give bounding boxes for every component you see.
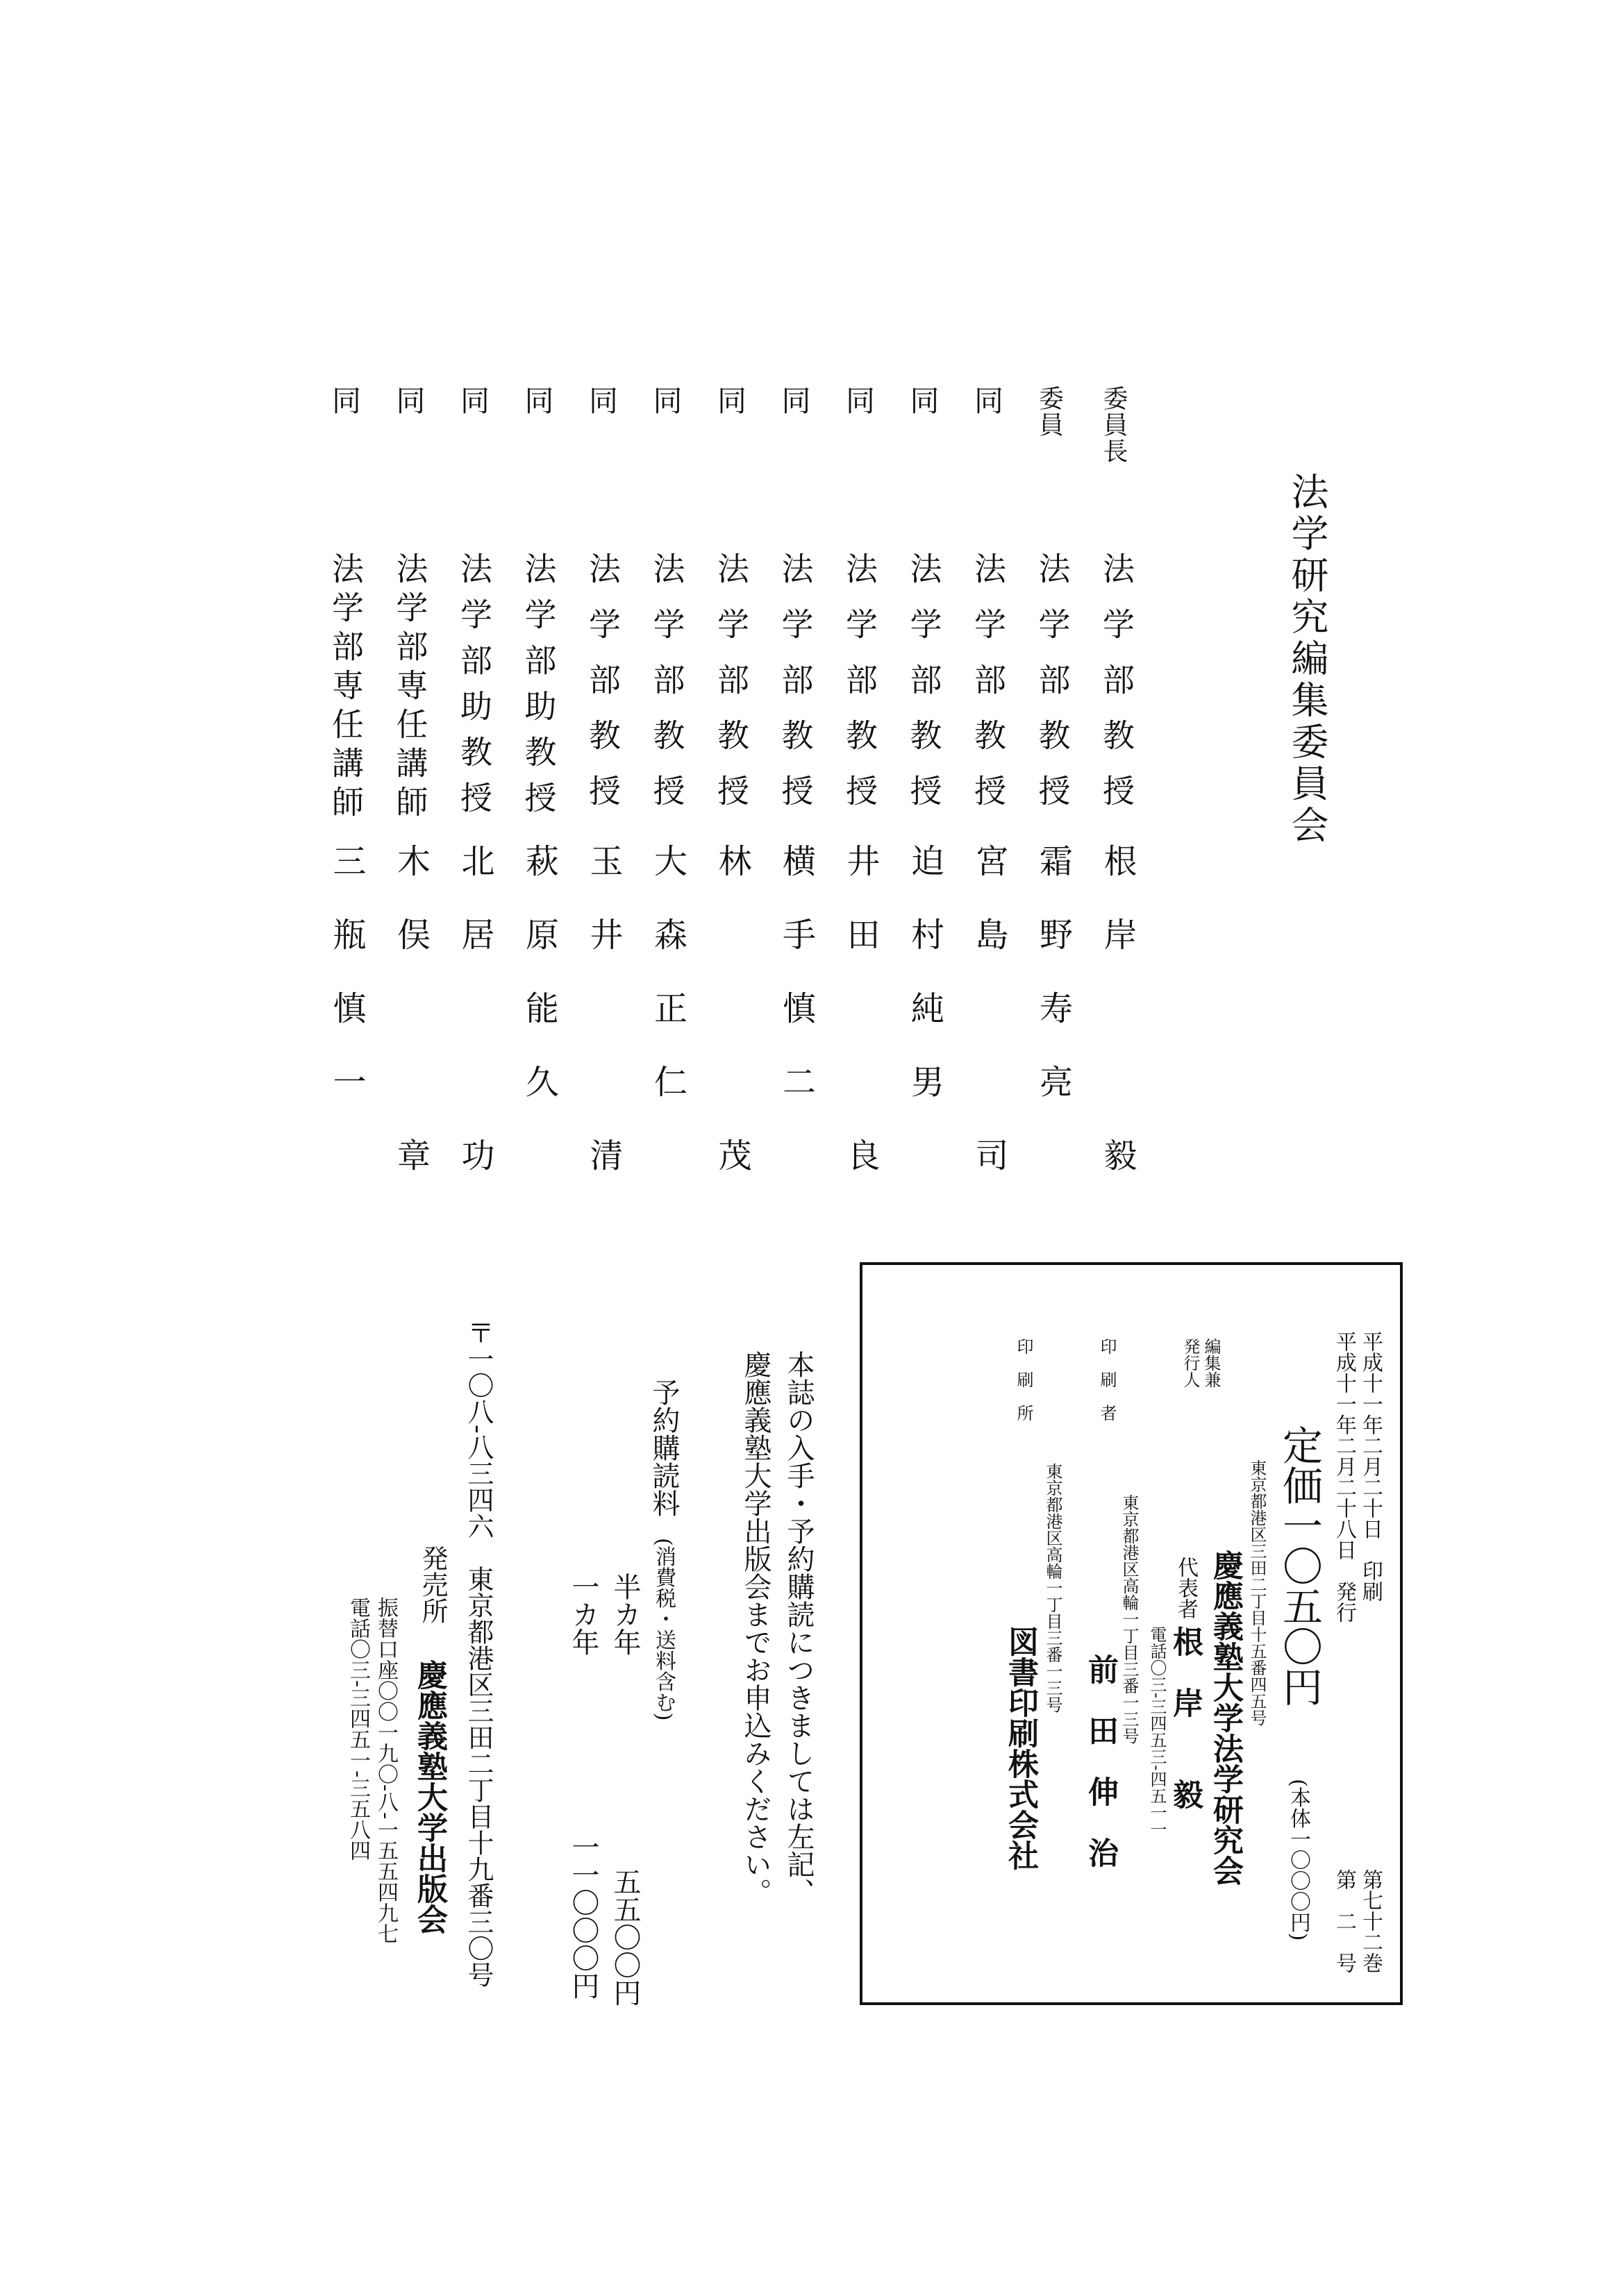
member-name: 宮島 司 <box>969 844 1008 1212</box>
committee-member <box>776 385 828 1142</box>
committee-member <box>519 385 572 1142</box>
committee-member <box>712 385 764 1212</box>
editor-label: 編集兼 <box>1201 1338 1221 1388</box>
member-position: 法学部教授 <box>969 552 1007 830</box>
member-name: 三瓶慎一 <box>327 844 366 1138</box>
member-position: 法学部助教授 <box>456 552 493 827</box>
publisher-organization: 慶應義塾大学法学研究会 <box>1208 1550 1243 1886</box>
distributor-address: 〒一〇八-八三四六 東京都港区三田二丁目十九番三〇号 <box>463 1319 494 1988</box>
member-name: 大森正仁 <box>648 844 687 1138</box>
representative-name: 根 岸 毅 <box>1167 1626 1203 1809</box>
subscription-notice-line1: 本誌の入手・予約購読につきましては左記、 <box>783 1350 815 1906</box>
one-year-label: 一カ年 <box>567 1573 599 1656</box>
print-office-address: 東京都港区高輪一丁目三番一三号 <box>1043 1463 1062 1713</box>
member-position: 法学部教授 <box>584 552 622 830</box>
member-position: 法学部専任講師 <box>327 552 365 824</box>
distributor-label: 発売所 <box>417 1545 448 1624</box>
member-position: 法学部教授 <box>1098 552 1135 830</box>
member-role: 同 <box>842 385 876 414</box>
print-office-label: 印 刷 所 <box>1014 1338 1033 1421</box>
member-name: 横手慎二 <box>776 844 816 1138</box>
colophon-box <box>860 1262 1403 2005</box>
member-name: 迫村純男 <box>905 844 944 1138</box>
price-note: (本体一〇〇〇円) <box>1286 1779 1310 1941</box>
member-name: 根岸 毅 <box>1098 844 1137 1212</box>
member-role: 同 <box>649 385 683 414</box>
publisher-phone: 電話〇三-三四五三-四五一一 <box>1147 1626 1167 1838</box>
volume-number: 第七十二巻 <box>1358 1869 1383 1973</box>
member-position: 法学部教授 <box>648 552 686 830</box>
committee-member <box>456 385 507 1212</box>
member-role: 同 <box>777 385 812 414</box>
member-role: 同 <box>585 385 619 414</box>
member-name: 木俣 章 <box>391 844 431 1212</box>
half-year-label: 半カ年 <box>609 1573 641 1656</box>
member-name: 玉井 清 <box>584 844 623 1212</box>
publisher-label: 発行人 <box>1181 1338 1200 1388</box>
member-role: 同 <box>906 385 940 414</box>
member-position: 法学部教授 <box>841 552 878 830</box>
one-year-price: 一一〇〇〇円 <box>567 1833 599 2000</box>
issue-number: 第 二 号 <box>1332 1869 1356 1973</box>
member-role: 同 <box>970 385 1004 414</box>
member-position: 法学部教授 <box>905 552 943 830</box>
member-role: 同 <box>713 385 747 414</box>
member-position: 法学部助教授 <box>519 552 558 827</box>
printer-label: 印 刷 者 <box>1097 1338 1117 1421</box>
member-name: 林 茂 <box>712 844 751 1212</box>
distributor-name: 慶應義塾大学出版会 <box>412 1659 447 1934</box>
committee-member <box>841 385 892 1212</box>
member-position: 法学部教授 <box>712 552 750 830</box>
publisher-address: 東京都港区三田二丁目十五番四五号 <box>1247 1459 1267 1726</box>
committee-member <box>905 385 957 1142</box>
printer-address: 東京都港区高輪一丁目三番一三号 <box>1119 1494 1139 1744</box>
committee-member <box>391 385 443 1212</box>
committee-member <box>969 385 1021 1212</box>
print-office-name: 図書印刷株式会社 <box>1003 1626 1038 1870</box>
member-role: 同 <box>520 385 555 414</box>
half-year-price: 五五〇〇円 <box>609 1868 641 2006</box>
member-name: 井田 良 <box>841 844 880 1212</box>
member-position: 法学部教授 <box>776 552 815 830</box>
member-role: 委員長 <box>1099 385 1128 464</box>
member-name: 霜野寿亮 <box>1033 844 1073 1138</box>
member-name: 萩原能久 <box>519 844 559 1138</box>
committee-member <box>584 385 635 1212</box>
issue-date: 平成十一年二月二十八日 発行 <box>1332 1331 1356 1623</box>
committee-member <box>1033 385 1085 1142</box>
committee-member <box>648 385 700 1142</box>
distributor-phone: 電話〇三-三四五一-三五八四 <box>346 1597 370 1861</box>
member-role: 同 <box>456 385 490 414</box>
price: 定価一〇五〇円 <box>1276 1425 1323 1707</box>
member-role: 委員 <box>1035 385 1064 438</box>
member-position: 法学部専任講師 <box>391 552 429 824</box>
printer-name: 前 田 伸 治 <box>1083 1654 1118 1868</box>
representative-label: 代表者 <box>1174 1557 1198 1619</box>
member-role: 同 <box>392 385 426 414</box>
member-role: 同 <box>328 385 362 414</box>
committee-member <box>327 385 378 1142</box>
member-name: 北居 功 <box>456 844 494 1212</box>
distributor-account: 振替口座〇〇一九〇-八-一五五四九七 <box>374 1597 398 1945</box>
member-position: 法学部教授 <box>1033 552 1071 830</box>
subscription-fee-label: 予約購読料 <box>648 1378 680 1517</box>
committee-member <box>1098 385 1149 1212</box>
committee-title: 法学研究編集委員会 <box>1285 472 1329 847</box>
subscription-notice-line2: 慶應義塾大学出版会までお申込みください。 <box>740 1350 772 1906</box>
subscription-fee-note: (消費税・送料含む) <box>651 1538 676 1721</box>
print-date: 平成十一年二月二十日 印刷 <box>1358 1331 1383 1602</box>
